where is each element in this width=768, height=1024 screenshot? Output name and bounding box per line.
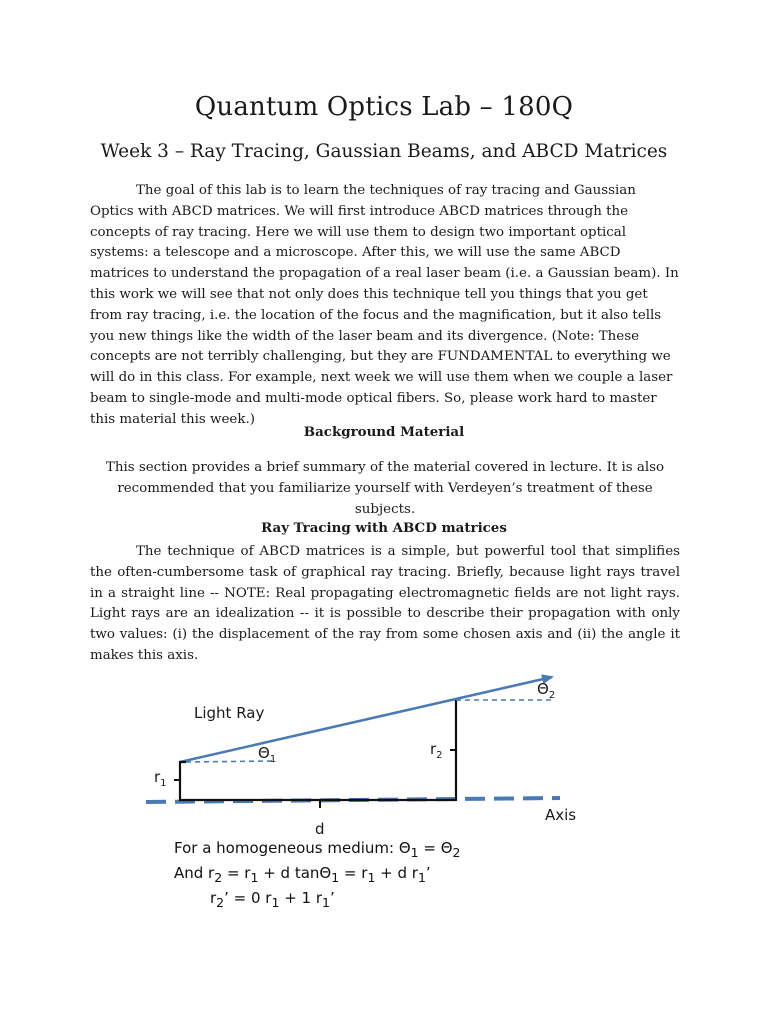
r2-label: $r_2$ [430, 740, 443, 761]
r1-bracket [180, 762, 186, 800]
page-subtitle: Week 3 – Ray Tracing, Gaussian Beams, and ABCD Matrices [100, 141, 668, 162]
d-label: d [315, 820, 325, 838]
r1-label: $r_1$ [154, 768, 167, 789]
equations-block [174, 838, 461, 913]
ray-tracing-heading: Ray Tracing with ABCD matrices [261, 520, 507, 536]
page-title: Quantum Optics Lab – 180Q [194, 92, 574, 122]
equation-homogeneous: For a homogeneous medium: $\Theta_1 = \Theta_2$ [174, 839, 461, 860]
theta2-label: $\Theta_2$ [537, 680, 556, 701]
background-heading: Background Material [303, 424, 465, 440]
equation-r2-prime: $r_2$’ = 0 $r_1 + 1$ $r_1$’ [210, 889, 335, 910]
light-ray-label: Light Ray [194, 704, 265, 722]
equation-r2: And $r_2 = r_1 + d$ $\tan\Theta_1 = r_1 + d$ $r_1$’ [174, 864, 431, 885]
intro-paragraph: The goal of this lab is to learn the techniques of ray tracing and Gaussian Optics with ABCD matrices. We will first introduce ABCD matrices through the concepts of ray tracing. Here we will use them to design two important optical systems: a telescope and a microscope. After this, we will use the same ABCD matrices to understand the propagation of a real laser beam (i.e. a Gaussian beam). In this work we will see that not only does this technique tell you things that you get from ray tracing, i.e. the location of the focus and the magnification, but it also tells you new things like the width of the laser beam and its divergence. (Note: These concepts are not terribly challenging, but they are FUNDAMENTAL to everything we will do in this class. For example, next week we will use them when we couple a laser beam to single-mode and multi-mode optical fibers. So, please work hard to master this material this week.) [90, 183, 679, 427]
ray-tracing-paragraph: The technique of ABCD matrices is a simple, but powerful tool that simplifies the often-cumbersome task of graphical ray tracing. Briefly, because light rays travel in a straight line -- NOTE: Real propagating electromagnetic fields are not light rays. Light rays are an idealization -- it is possible to describe their propagation with only two values: (i) the displacement of the ray from some chosen axis and (ii) the angle it makes this axis. [90, 544, 680, 663]
background-paragraph: This section provides a brief summary of the material covered in lecture. It is also recommended that you familiarize yourself with Verdeyen’s treatment of these subjects. [105, 460, 665, 517]
axis-label: Axis [545, 806, 577, 824]
theta1-label: $\Theta_1$ [258, 744, 277, 765]
